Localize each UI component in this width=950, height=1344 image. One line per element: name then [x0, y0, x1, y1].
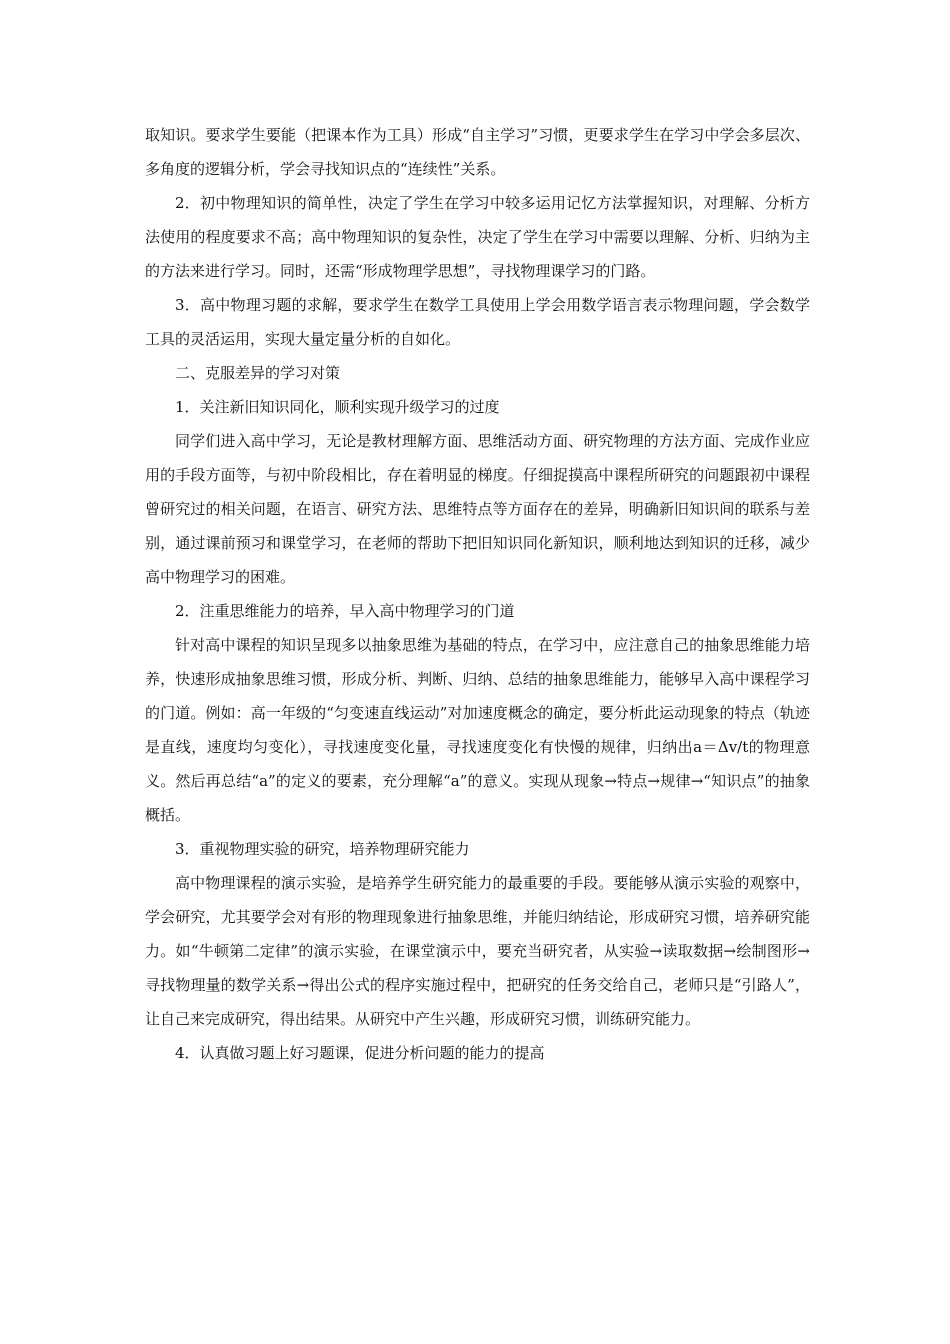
section-heading-strategies: 二、克服差异的学习对策	[175, 364, 341, 382]
paragraph-continuation: 取知识。要求学生要能（把课本作为工具）形成“自主学习”习惯，更要求学生在学习中学会多层次、多角度的逻辑分析，学会寻找知识点的“连续性”关系。	[145, 126, 810, 178]
paragraph-3-body: 高中物理课程的演示实验，是培养学生研究能力的最重要的手段。要能够从演示实验的观察中，学会研究，尤其要学会对有形的物理现象进行抽象思维，并能归纳结论，形成研究习惯，培养研究能力。如“牛顿第二定律”的演示实验，在课堂演示中，要充当研究者，从实验→读取数据→绘制图形→寻找物理量的数学关系→得出公式的程序实施过程中，把研究的任务交给自己，老师只是“引路人”，让自己来完成研究，得出结果。从研究中产生兴趣，形成研究习惯，训练研究能力。	[145, 874, 810, 1028]
paragraph-2-body: 针对高中课程的知识呈现多以抽象思维为基础的特点，在学习中，应注意自己的抽象思维能力培养，快速形成抽象思维习惯，形成分析、判断、归纳、总结的抽象思维能力，能够早入高中课程学习的门道。例如：高一年级的“匀变速直线运动”对加速度概念的确定，要分析此运动现象的特点（轨迹是直线，速度均匀变化），寻找速度变化量，寻找速度变化有快慢的规律，归纳出a＝Δv/t的物理意义。然后再总结“a”的定义的要素，充分理解“a”的意义。实现从现象→特点→规律→“知识点”的抽象概括。	[145, 636, 810, 824]
subheading-3: 3．重视物理实验的研究，培养物理研究能力	[175, 840, 470, 858]
paragraph-1-body: 同学们进入高中学习，无论是教材理解方面、思维活动方面、研究物理的方法方面、完成作业应用的手段方面等，与初中阶段相比，存在着明显的梯度。仔细捉摸高中课程所研究的问题跟初中课程曾研究过的相关问题，在语言、研究方法、思维特点等方面存在的差异，明确新旧知识间的联系与差别，通过课前预习和课堂学习，在老师的帮助下把旧知识同化新知识，顺利地达到知识的迁移，减少高中物理学习的困难。	[145, 432, 810, 586]
subheading-2: 2．注重思维能力的培养，早入高中物理学习的门道	[175, 602, 515, 620]
subheading-4: 4．认真做习题上好习题课，促进分析问题的能力的提高	[175, 1044, 545, 1062]
paragraph-point-3: 3．高中物理习题的求解，要求学生在数学工具使用上学会用数学语言表示物理问题，学会数学工具的灵活运用，实现大量定量分析的自如化。	[145, 296, 810, 348]
paragraph-point-2: 2．初中物理知识的简单性，决定了学生在学习中较多运用记忆方法掌握知识，对理解、分析方法使用的程度要求不高；高中物理知识的复杂性，决定了学生在学习中需要以理解、分析、归纳为主的方法来进行学习。同时，还需“形成物理学思想”，寻找物理课学习的门路。	[145, 194, 810, 280]
document-page	[145, 118, 810, 1070]
subheading-1: 1．关注新旧知识同化，顺利实现升级学习的过度	[175, 398, 500, 416]
